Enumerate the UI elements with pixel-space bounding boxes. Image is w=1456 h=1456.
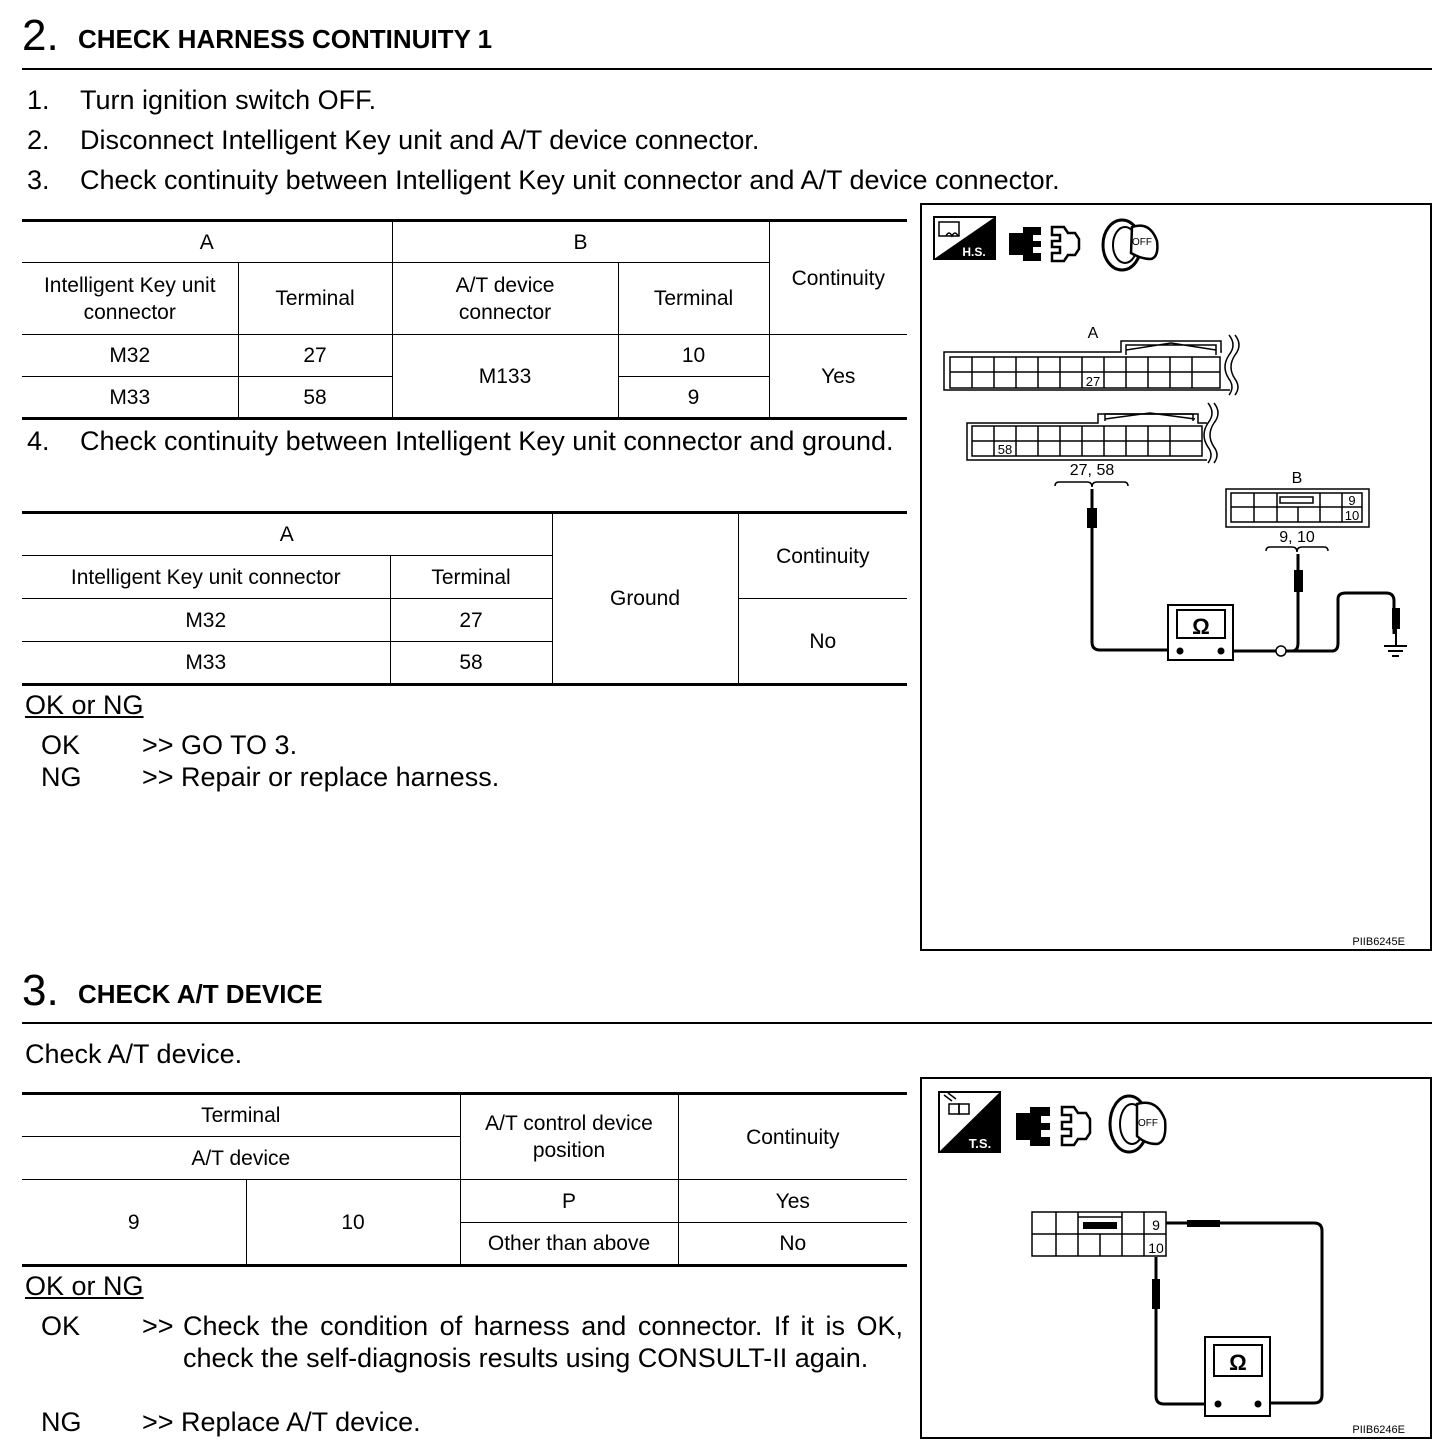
pin-10-label: 10 — [1148, 1240, 1164, 1256]
section-3-title: CHECK A/T DEVICE — [78, 979, 323, 1009]
connector-b-label: B — [1291, 470, 1303, 487]
ng-label: NG — [41, 1407, 82, 1437]
position-header: A/T control device position — [460, 1094, 678, 1180]
section-2-title: CHECK HARNESS CONTINUITY 1 — [78, 24, 493, 54]
step-number: 3. — [27, 165, 50, 195]
icon-badge-text: T.S. — [968, 1136, 992, 1151]
header-cell: Terminal — [390, 556, 552, 599]
cell: M133 — [392, 335, 618, 419]
cell: 10 — [246, 1180, 460, 1266]
ok-or-ng-heading: OK or NG — [25, 690, 144, 720]
figure-code: PIIB6245E — [1352, 936, 1405, 948]
connector-disconnect-icon — [1016, 1107, 1090, 1146]
connector-latch — [1083, 1222, 1117, 1229]
section-3-number: 3. — [22, 966, 59, 1015]
step-text: Check continuity between Intelligent Key unit connector and ground. — [80, 426, 894, 456]
header-cell: Terminal — [238, 263, 392, 335]
connector-a-label: A — [1087, 325, 1099, 342]
harness-continuity-diagram — [920, 203, 1432, 951]
ohmmeter-icon — [1168, 605, 1233, 660]
cell: 27 — [390, 599, 552, 642]
ground-header: Ground — [552, 513, 738, 685]
ok-action-link[interactable]: >> GO TO 3. — [142, 730, 298, 760]
ok-or-ng-heading: OK or NG — [25, 1271, 144, 1301]
cell: Yes — [678, 1180, 907, 1223]
section-divider — [22, 1022, 1432, 1024]
continuity-table-ground — [22, 511, 907, 686]
device-header: A/T device — [22, 1137, 460, 1180]
probe — [1152, 1279, 1160, 1309]
cell: Yes — [769, 335, 907, 419]
key-off-text: OFF — [1132, 237, 1152, 248]
harness-service-icon — [934, 217, 995, 259]
connector-disconnect-icon — [1009, 227, 1079, 261]
cell: P — [460, 1180, 678, 1223]
cell: 58 — [238, 377, 392, 419]
key-off-text: OFF — [1138, 1118, 1158, 1129]
step-text: Disconnect Intelligent Key unit and A/T device connector. — [80, 125, 760, 155]
figure-code: PIIB6246E — [1352, 1424, 1405, 1436]
pin-9-label: 9 — [1152, 1217, 1160, 1233]
continuity-header: Continuity — [678, 1094, 907, 1180]
probe-b — [1294, 570, 1303, 592]
step-number: 2. — [27, 125, 50, 155]
ok-action: Check the condition of harness and connector. If it is OK, check the self-diagnosis results using CONSULT-II again. — [183, 1311, 903, 1373]
ok-arrow: >> — [142, 1311, 174, 1341]
group-a-header: A — [22, 513, 552, 556]
step-number: 1. — [27, 85, 50, 115]
group-b-header: B — [392, 221, 769, 263]
ohmmeter-icon — [1205, 1337, 1270, 1416]
section-2-number: 2. — [22, 11, 59, 60]
header-cell: Intelligent Key unit connector — [22, 556, 390, 599]
pin-10-label: 10 — [1344, 508, 1360, 523]
pin-27-label: 27 — [1085, 374, 1101, 389]
ohm-symbol: Ω — [1192, 614, 1210, 639]
cell: M32 — [22, 599, 390, 642]
header-cell: Terminal — [618, 263, 769, 335]
ignition-key-off-icon — [1103, 220, 1157, 270]
header-cell: A/T device connector — [392, 263, 618, 335]
probe — [1187, 1220, 1220, 1227]
step-number: 4. — [27, 426, 50, 456]
continuity-header: Continuity — [738, 513, 907, 599]
brace — [1266, 547, 1328, 552]
ohm-symbol: Ω — [1229, 1350, 1247, 1375]
probe-b-terminals-label: 9, 10 — [1279, 529, 1315, 546]
brace — [1055, 482, 1128, 487]
ground-icon — [1384, 629, 1407, 656]
cell: Other than above — [460, 1223, 678, 1266]
cell: No — [738, 599, 907, 685]
ng-action: >> Repair or replace harness. — [142, 762, 500, 792]
cell: 9 — [22, 1180, 246, 1266]
cell: M32 — [22, 335, 238, 377]
at-device-connector — [1032, 1212, 1166, 1256]
cell: M33 — [22, 642, 390, 685]
probe-ground — [1392, 608, 1400, 629]
terminal-header: Terminal — [22, 1094, 460, 1137]
cell: 10 — [618, 335, 769, 377]
group-a-header: A — [22, 221, 392, 263]
ignition-key-off-icon — [1110, 1096, 1165, 1152]
step-text: Turn ignition switch OFF. — [80, 85, 377, 115]
at-device-check-diagram — [920, 1077, 1432, 1439]
cell: 27 — [238, 335, 392, 377]
header-cell: Intelligent Key unit connector — [22, 263, 238, 335]
probe-a-terminals-label: 27, 58 — [1069, 462, 1115, 479]
section-divider — [22, 68, 1432, 70]
ng-action: >> Replace A/T device. — [142, 1407, 421, 1437]
cell: M33 — [22, 377, 238, 419]
ok-label: OK — [41, 1311, 81, 1341]
cell: No — [678, 1223, 907, 1266]
continuity-table-a-b — [22, 219, 907, 420]
terminal-service-icon — [939, 1092, 1000, 1152]
icon-badge-text: H.S. — [962, 245, 986, 259]
pin-58-label: 58 — [997, 442, 1013, 457]
cell: 9 — [618, 377, 769, 419]
ok-label: OK — [41, 730, 81, 760]
ng-label: NG — [41, 762, 82, 792]
step-text: Check continuity between Intelligent Key unit connector and A/T device connector. — [80, 165, 1060, 195]
probe-a — [1087, 508, 1097, 528]
at-device-continuity-table — [22, 1092, 907, 1267]
section-3-intro: Check A/T device. — [25, 1039, 243, 1069]
junction — [1276, 646, 1286, 656]
pin-9-label: 9 — [1348, 493, 1356, 508]
continuity-header: Continuity — [769, 221, 907, 335]
cell: 58 — [390, 642, 552, 685]
